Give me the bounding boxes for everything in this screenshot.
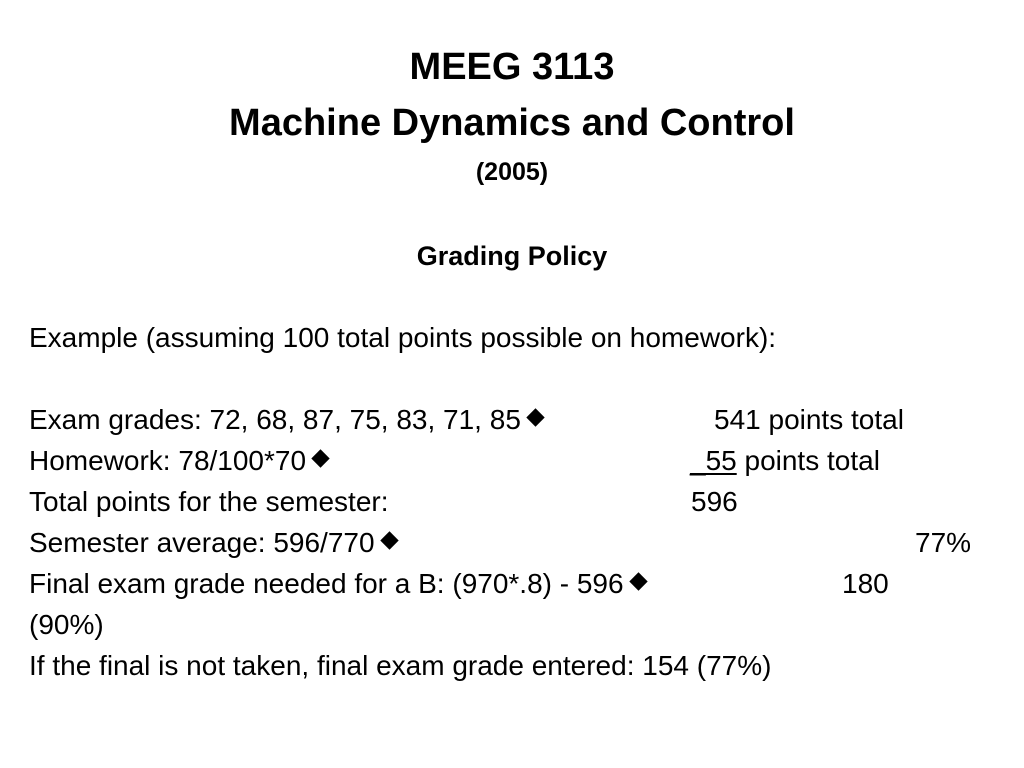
total-points-value: 596 (691, 486, 738, 517)
diamond-icon (311, 449, 329, 467)
semester-average-value: 77% (915, 527, 972, 558)
total-points-row (29, 482, 389, 522)
exam-grades-value: 541 points total (714, 404, 904, 435)
diamond-icon (629, 572, 647, 590)
homework-points-suffix: points total (736, 445, 880, 476)
semester-average-row (29, 523, 404, 563)
course-title: Machine Dynamics and Control (229, 102, 795, 144)
exam-grades-label: Exam grades: 72, 68, 87, 75, 83, 71, 85 (29, 404, 521, 435)
final-needed-label: Final exam grade needed for a B: (970*.8) - 596 (29, 568, 624, 599)
homework-row (29, 441, 335, 481)
course-code: MEEG 3113 (409, 46, 615, 88)
homework-points: _55 (690, 445, 737, 476)
homework-value (690, 441, 880, 481)
section-heading: Grading Policy (416, 241, 608, 271)
example-intro: Example (assuming 100 total points possible on homework): (29, 322, 777, 353)
final-not-taken-row: If the final is not taken, final exam grade entered: 154 (77%) (29, 650, 772, 681)
homework-label: Homework: 78/100*70 (29, 445, 307, 476)
diamond-icon (526, 408, 544, 426)
final-needed-row (29, 564, 653, 604)
final-needed-percent: (90%) (29, 609, 104, 640)
semester-average-label: Semester average: 596/770 (29, 527, 375, 558)
final-needed-value: 180 (842, 568, 889, 599)
total-points-label: Total points for the semester: (29, 486, 389, 517)
exam-grades-row (29, 400, 550, 440)
course-year: (2005) (475, 158, 549, 186)
diamond-icon (380, 531, 398, 549)
